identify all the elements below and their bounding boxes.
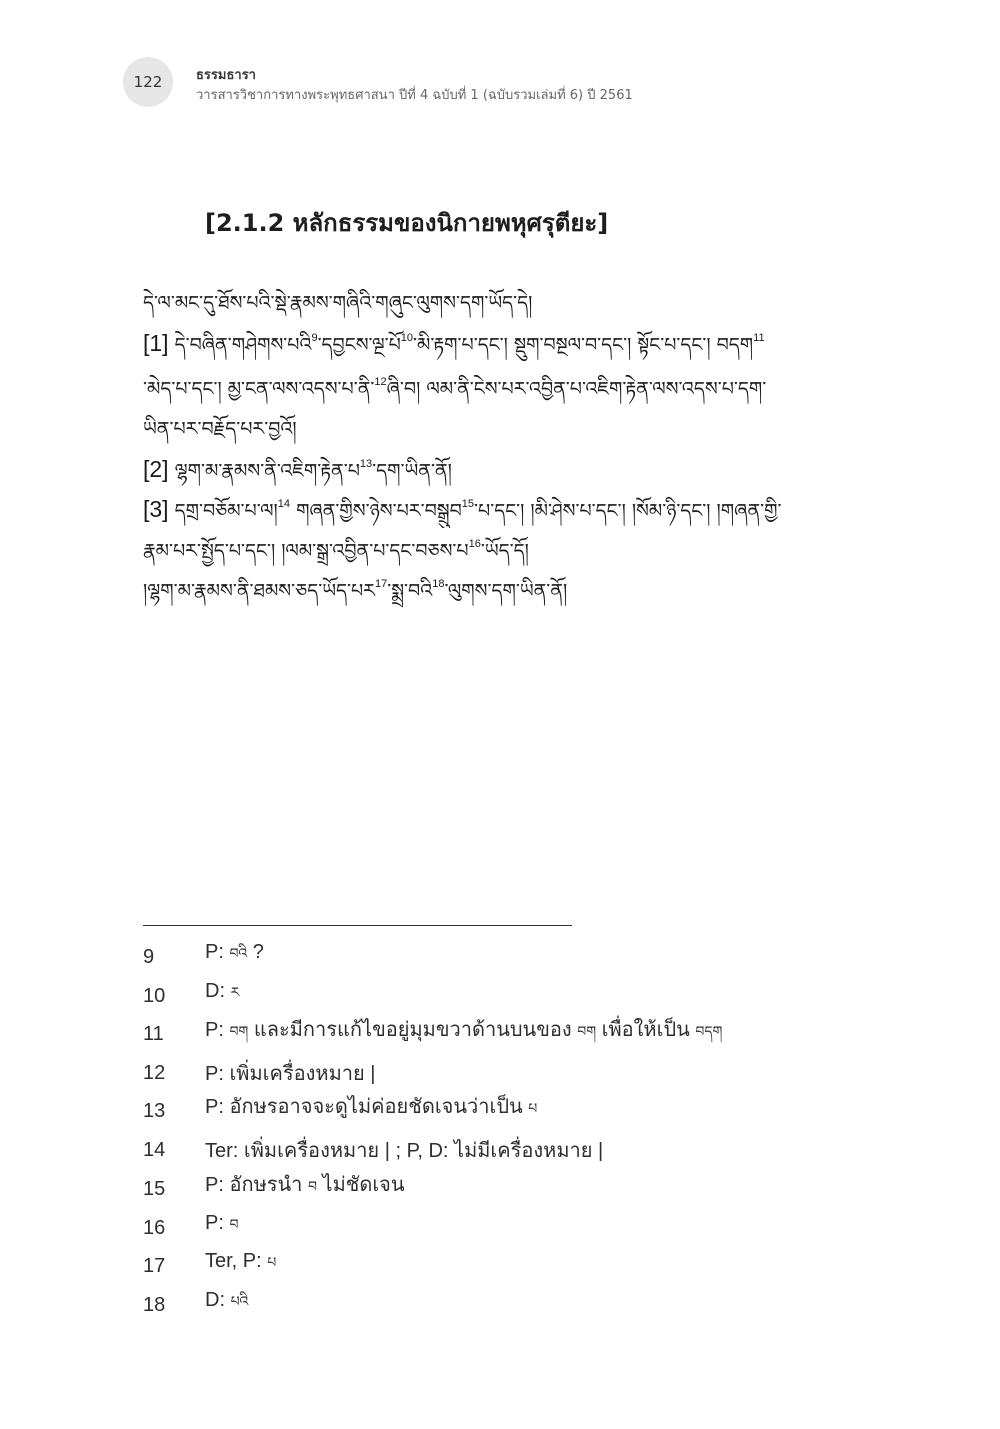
footnote-ref: 12: [374, 376, 387, 388]
text-run: ไม่ชัดเจน: [316, 1174, 405, 1196]
text-run: P: เพิ่มเครื่องหมาย |: [205, 1063, 376, 1085]
tibetan-run: ཪ: [230, 985, 240, 1001]
paragraph-2: [143, 452, 843, 488]
footnote: [143, 1019, 903, 1049]
footnote-ref: 14: [277, 498, 291, 510]
text-run: Ter: เพิ่มเครื่องหมาย | ; P, D: ไม่มีเครื่องหมาย |: [205, 1140, 604, 1162]
footnote-number: 13: [143, 1099, 166, 1122]
footnote-text: [205, 1090, 537, 1132]
paragraph-number: [3]: [143, 496, 169, 522]
tibetan-run: བའི: [229, 946, 248, 962]
footnote-number: 11: [143, 1022, 164, 1045]
footnote-number: 9: [143, 945, 155, 968]
footnote-number: 12: [143, 1061, 166, 1084]
footnote-text: [205, 1168, 405, 1210]
footnote-text: [205, 976, 239, 1016]
text-run: P:: [205, 941, 230, 963]
footnote-text: [205, 1285, 248, 1325]
text-run: P: อักษรนำ: [205, 1174, 308, 1196]
footnote: [143, 1058, 903, 1088]
footnote-ref: 11: [753, 332, 765, 344]
tibetan-run: བག: [229, 1024, 249, 1040]
tibetan-run: བ: [229, 1217, 239, 1233]
footnote-ref: 17: [374, 578, 388, 590]
tibetan-run: བ: [307, 1179, 317, 1195]
tibetan-run: པ: [528, 1101, 538, 1117]
footnote-number: 16: [143, 1216, 166, 1239]
journal-name: ธรรมธารา: [196, 68, 256, 83]
footnote-text: [205, 937, 264, 977]
footnote: [143, 1174, 903, 1204]
footnote-ref: 16: [468, 538, 481, 550]
text-run: ་པ་དང་། །མི་ཤེས་པ་དང་། །སོམ་ཉི་དང་། །གཞན་གྱི་: [474, 500, 782, 522]
footnote: [143, 1096, 903, 1126]
paragraph-1-line-1: [143, 326, 843, 362]
text-run: དེ་བཞིན་གཤེགས་པའི: [174, 334, 312, 356]
tibetan-run: པའི: [230, 1294, 249, 1310]
text-run: རྣམ་པར་སྤྱོད་པ་དང་། །ལམ་སྒྲ་འབྱིན་པ་དང་བཅས་པ: [143, 540, 469, 562]
text-run: D:: [205, 1289, 231, 1311]
footnote-text: [205, 1013, 722, 1055]
footnote-ref: 10: [400, 332, 414, 344]
footnote: [143, 981, 903, 1011]
paragraph-1-line-2: [143, 372, 843, 406]
text-run: ་སྨྲ་བའི: [387, 580, 433, 602]
text-run: P:: [205, 1212, 230, 1234]
footnote: [143, 1290, 903, 1320]
text-run: D:: [205, 980, 231, 1002]
text-run: ་ལུགས་དག་ཡིན་ནོ།: [444, 580, 568, 602]
journal-subtitle: วารสารวิชาการทางพระพุทธศาสนา ปีที่ 4 ฉบับที่ 1 (ฉบับรวมเล่มที่ 6) ปี 2561: [196, 88, 633, 103]
footnote-text: [205, 1208, 238, 1248]
text-run: ལྷག་མ་རྣམས་ནི་འཇིག་རྟེན་པ: [174, 460, 360, 482]
paragraph-number: [2]: [143, 456, 169, 482]
footnote-number: 18: [143, 1293, 166, 1316]
footnote-text: [205, 1057, 375, 1089]
footnote-ref: 13: [359, 458, 373, 470]
paragraph-3-line-2: [143, 534, 843, 568]
footnote: [143, 1135, 903, 1165]
footnote-number: 10: [143, 984, 166, 1007]
footnote-number: 17: [143, 1254, 166, 1277]
paragraph-1-line-3: [143, 412, 843, 446]
footnote-ref: 18: [432, 578, 445, 590]
text-run: ་མེད་པ་དང་། མྱ་ངན་ལས་འདས་པ་ནི་: [143, 378, 375, 400]
text-run: ་དབྱངས་ལྔ་པོ: [317, 334, 401, 356]
footnote-number: 15: [143, 1177, 166, 1200]
footnote-text: [205, 1134, 603, 1166]
footnote-ref: 15: [461, 498, 475, 510]
paragraph-3-line-1: [143, 492, 843, 528]
footnote: [143, 1251, 903, 1281]
footnote: [143, 1213, 903, 1243]
text-run: Ter, P:: [205, 1250, 268, 1272]
text-run: ་དག་ཡིན་ནོ།: [372, 460, 452, 482]
text-run: ?: [247, 941, 264, 963]
text-run: །ལྷག་མ་རྣམས་ནི་ཐམས་ཅད་ཡོད་པར: [143, 580, 375, 602]
section-heading: [2.1.2 หลักธรรมของนิกายพหุศรุตียะ]: [205, 209, 609, 237]
text-run: ཡིན་པར་བརྗོད་པར་བྱའོ།: [143, 418, 297, 440]
footnote-number: 14: [143, 1138, 166, 1161]
text-run: ་ཡོད་དོ།: [480, 540, 529, 562]
text-run: เพื่อให้เป็น: [596, 1019, 696, 1041]
intro-line: དེ་ལ་མང་དུ་ཐོས་པའི་སྡེ་རྣམས་གཞིའི་གཞུང་ལུགས་དག་ཡོད་དེ།: [143, 292, 533, 314]
footnote-ref: 9: [311, 332, 318, 344]
text-run: P: อักษรอาจจะดูไม่ค่อยชัดเจนว่าเป็น: [205, 1096, 529, 1118]
paragraph-number: [1]: [143, 330, 169, 356]
page-number: 122: [123, 57, 173, 107]
paragraph-3-line-3: [143, 574, 843, 608]
tibetan-run: པ: [267, 1255, 277, 1271]
text-run: ཞི་བ། ལམ་ནི་ངེས་པར་འབྱིན་པ་འཇིག་རྟེན་ལས་འདས་པ་དག་: [386, 378, 767, 400]
tibetan-run: བདག: [695, 1024, 723, 1040]
tibetan-run: བག: [577, 1024, 597, 1040]
text-run: ་མི་རྟག་པ་དང་། སྡུག་བསྔལ་བ་དང་། སྟོང་པ་དང་། བདག: [413, 334, 754, 356]
text-run: P:: [205, 1019, 230, 1041]
footnote: [143, 942, 903, 972]
footnote-divider: [143, 925, 572, 926]
text-run: གཞན་གྱིས་ཉེས་པར་བསྒྲུབ: [290, 500, 462, 522]
footnote-text: [205, 1246, 276, 1286]
text-run: และมีการแก้ไขอยู่มุมขวาด้านบนของ: [248, 1019, 578, 1041]
text-run: དགྲ་བཅོམ་པ་ལ།: [174, 500, 278, 522]
